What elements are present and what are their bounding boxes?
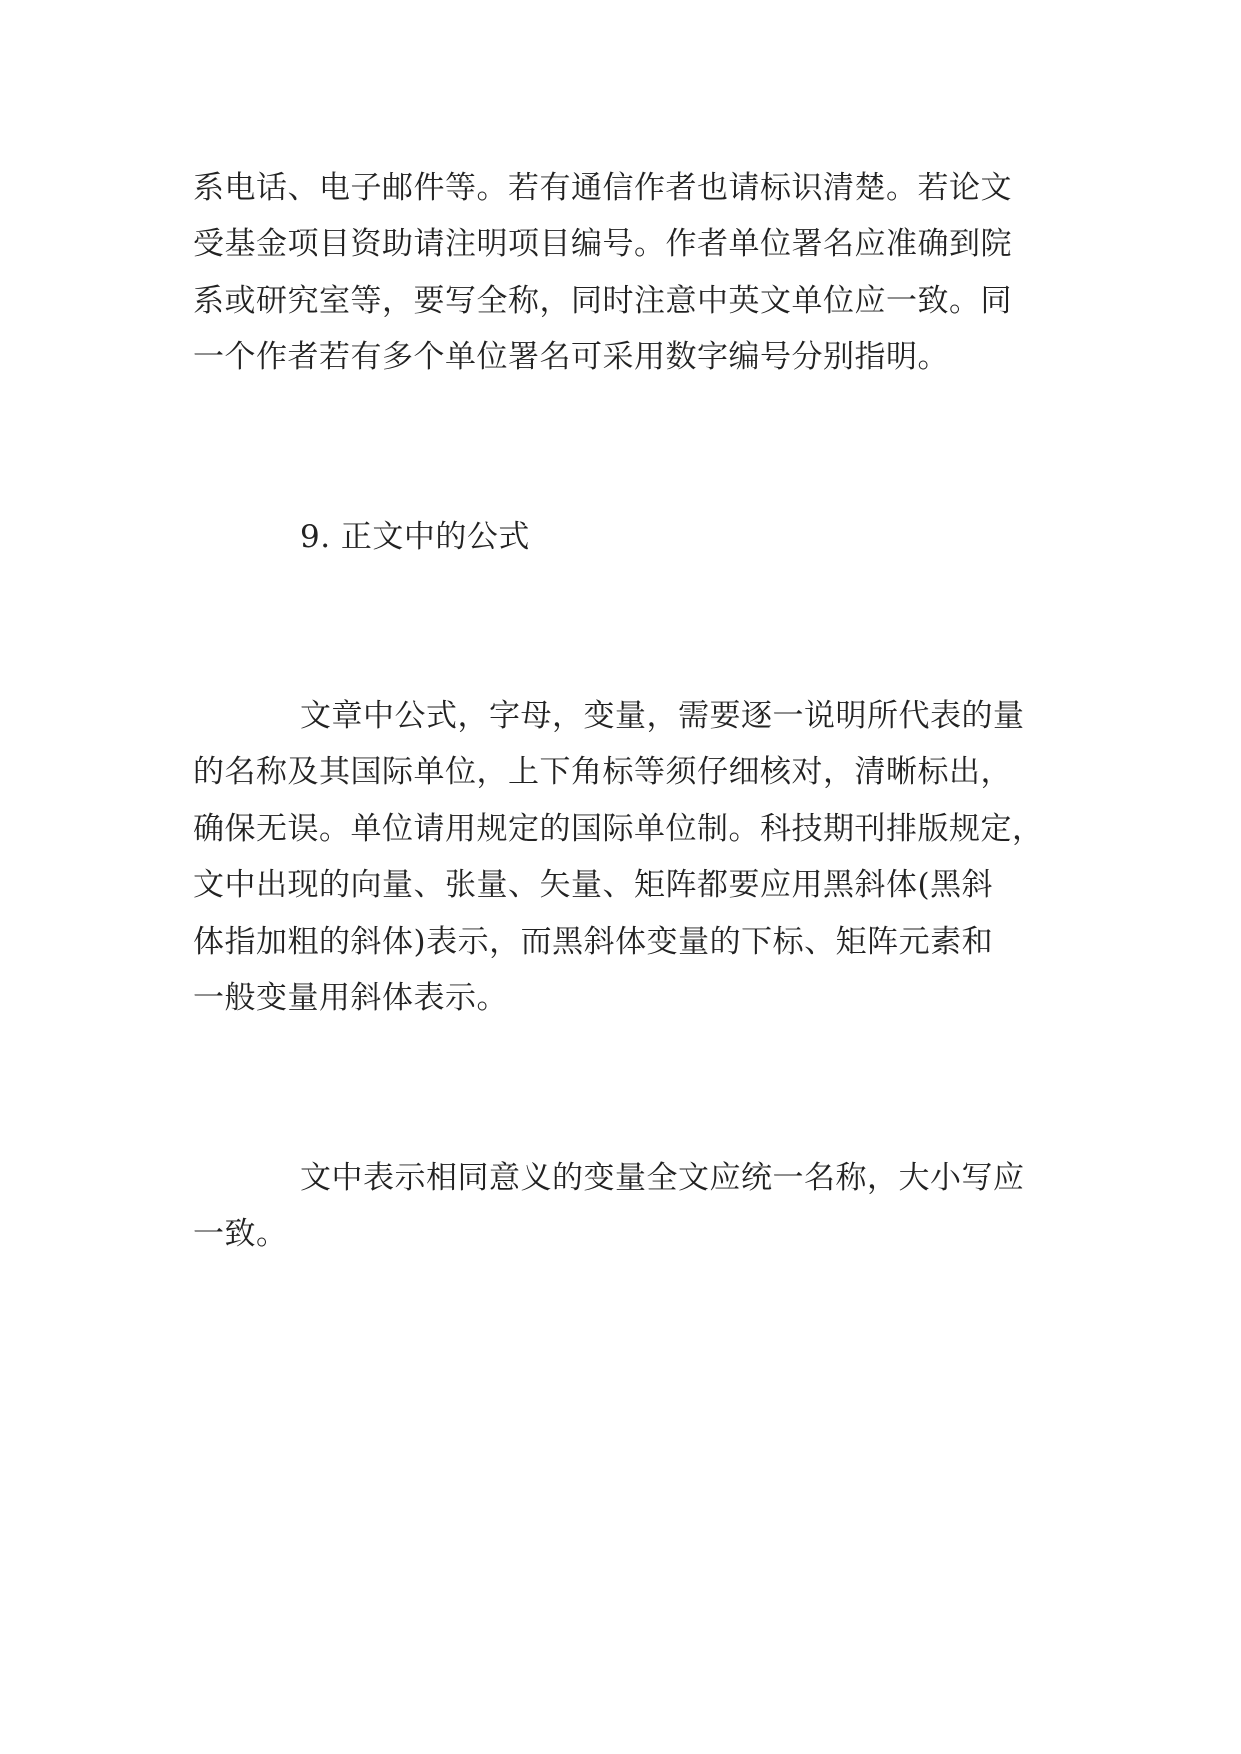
section-heading: 9. 正文中的公式 <box>300 519 530 555</box>
text-line: 一致。 <box>193 1216 288 1252</box>
text-line: 系或研究室等，要写全称，同时注意中英文单位应一致。同 <box>193 283 1012 319</box>
text-line: 文中出现的向量、张量、矢量、矩阵都要应用黑斜体(黑斜 <box>193 867 994 903</box>
text-line: 文章中公式，字母，变量，需要逐一说明所代表的量 <box>300 698 1025 734</box>
text-line: 受基金项目资助请注明项目编号。作者单位署名应准确到院 <box>193 226 1012 262</box>
text-line: 一个作者若有多个单位署名可采用数字编号分别指明。 <box>193 339 949 375</box>
text-line: 确保无误。单位请用规定的国际单位制。科技期刊排版规定， <box>193 811 1044 847</box>
text-line: 一般变量用斜体表示。 <box>193 980 508 1016</box>
text-line: 的名称及其国际单位，上下角标等须仔细核对，清晰标出， <box>193 754 1012 790</box>
text-line: 系电话、电子邮件等。若有通信作者也请标识清楚。若论文 <box>193 170 1012 206</box>
text-line: 文中表示相同意义的变量全文应统一名称，大小写应 <box>300 1160 1025 1196</box>
text-line: 体指加粗的斜体)表示，而黑斜体变量的下标、矩阵元素和 <box>193 924 994 960</box>
